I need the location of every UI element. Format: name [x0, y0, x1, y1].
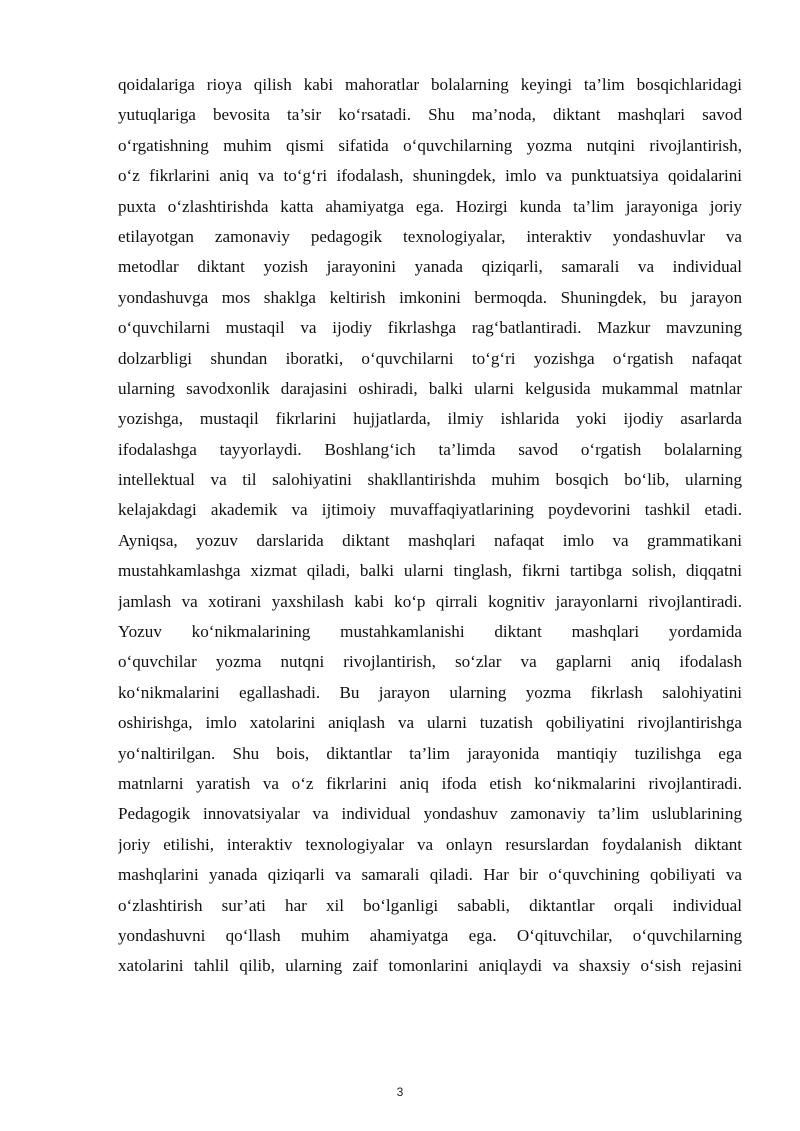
text-line: Yozuv ko‘nikmalarining mustahkamlanishi diktant mashqlari yordamida [118, 622, 742, 642]
text-line: o‘quvchilar yozma nutqni rivojlantirish, so‘zlar va gaplarni aniq ifodalash [118, 652, 742, 672]
text-line: yondashuvga mos shaklga keltirish imkonini bermoqda. Shuningdek, bu jarayon [118, 287, 742, 307]
page-number: 3 [396, 1085, 404, 1099]
text-line: qoidalariga rioya qilish kabi mahoratlar bolalarning keyingi ta’lim bosqichlaridagi [118, 75, 742, 94]
text-line: etilayotgan zamonaviy pedagogik texnologiyalar, interaktiv yondashuvlar va [118, 226, 742, 246]
text-line: ularning savodxonlik darajasini oshiradi, balki ularni kelgusida mukammal matnlar [118, 378, 742, 398]
text-line: o‘quvchilarni mustaqil va ijodiy fikrlashga rag‘batlantiradi. Mazkur mavzuning [118, 318, 742, 338]
text-line: puxta o‘zlashtirishda katta ahamiyatga ega. Hozirgi kunda ta’lim jarayoniga joriy [118, 196, 742, 216]
text-line: oshirishga, imlo xatolarini aniqlash va ularni tuzatish qobiliyatini rivojlantirishga [118, 713, 742, 733]
text-line: o‘z fikrlarini aniq va to‘g‘ri ifodalash, shuningdek, imlo va punktuatsiya qoidalarini [118, 166, 742, 186]
text-line: matnlarni yaratish va o‘z fikrlarini aniq ifoda etish ko‘nikmalarini rivojlantiradi. [118, 773, 742, 793]
text-line: dolzarbligi shundan iboratki, o‘quvchilarni to‘g‘ri yozishga o‘rgatish nafaqat [118, 348, 742, 368]
text-line: Ayniqsa, yozuv darslarida diktant mashqlari nafaqat imlo va grammatikani [118, 530, 742, 550]
text-line: xatolarini tahlil qilib, ularning zaif tomonlarini aniqlaydi va shaxsiy o‘sish rejasini [118, 956, 742, 976]
text-line: Pedagogik innovatsiyalar va individual yondashuv zamonaviy ta’lim uslublarining [118, 804, 742, 824]
text-line: jamlash va xotirani yaxshilash kabi ko‘p qirrali kognitiv jarayonlarni rivojlantiradi. [118, 591, 742, 611]
text-line: yozishga, mustaqil fikrlarini hujjatlarda, ilmiy ishlarida yoki ijodiy asarlarda [118, 409, 742, 429]
text-line: joriy etilishi, interaktiv texnologiyalar va onlayn resurslardan foydalanish diktant [118, 834, 742, 854]
text-line: mustahkamlashga xizmat qiladi, balki ularni tinglash, fikrni tartibga solish, diqqatni [118, 561, 742, 581]
text-line: kelajakdagi akademik va ijtimoiy muvaffaqiyatlarining poydevorini tashkil etadi. [118, 500, 742, 520]
text-line: ifodalashga tayyorlaydi. Boshlang‘ich ta’limda savod o‘rgatish bolalarning [118, 439, 742, 459]
text-line: ko‘nikmalarini egallashadi. Bu jarayon ularning yozma fikrlash salohiyatini [118, 682, 742, 702]
text-line: intellektual va til salohiyatini shakllantirishda muhim bosqich bo‘lib, ularning [118, 470, 742, 490]
text-line: yo‘naltirilgan. Shu bois, diktantlar ta’lim jarayonida mantiqiy tuzilishga ega [118, 743, 742, 763]
text-line: o‘zlashtirish sur’ati har xil bo‘lganligi sababli, diktantlar orqali individual [118, 895, 742, 915]
text-line: mashqlarini yanada qiziqarli va samarali qiladi. Har bir o‘quvchining qobiliyati va [118, 865, 742, 885]
text-line: yondashuvni qo‘llash muhim ahamiyatga ega. O‘qituvchilar, o‘quvchilarning [118, 925, 742, 945]
body-paragraph [118, 70, 742, 982]
text-line: yutuqlariga bevosita ta’sir ko‘rsatadi. Shu ma’noda, diktant mashqlari savod [118, 105, 742, 125]
text-line: o‘rgatishning muhim qismi sifatida o‘quvchilarning yozma nutqini rivojlantirish, [118, 135, 742, 155]
text-line: metodlar diktant yozish jarayonini yanada qiziqarli, samarali va individual [118, 257, 742, 277]
